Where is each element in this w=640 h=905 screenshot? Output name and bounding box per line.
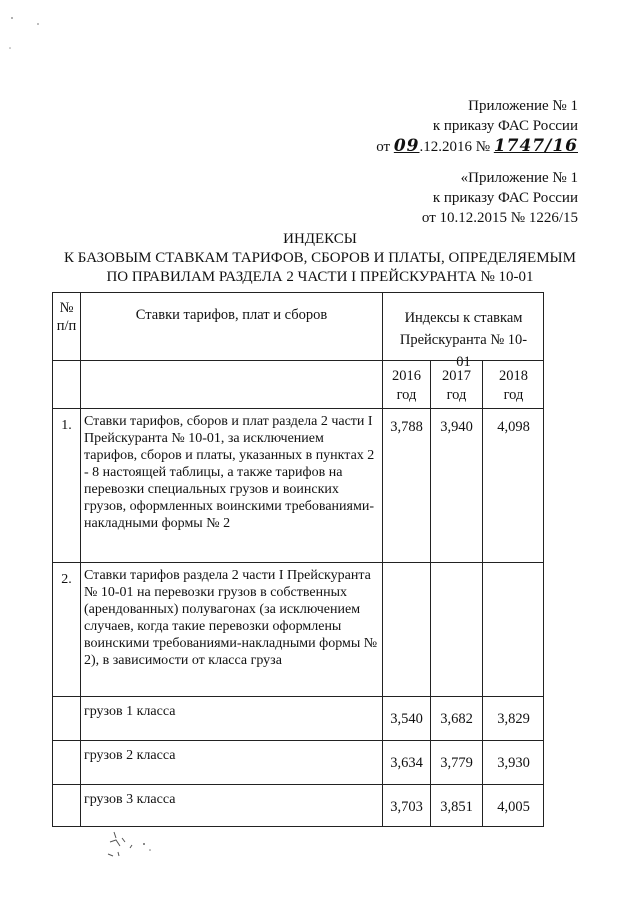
table-row-1-2016: 3,788 [382, 408, 430, 562]
table-row-5-num [52, 784, 80, 827]
col-header-index: Индексы к ставкам Прейскуранта № 10-01 [382, 292, 544, 360]
title-line-2: К БАЗОВЫМ СТАВКАМ ТАРИФОВ, СБОРОВ И ПЛАТЫ, ОПРЕДЕЛЯЕМЫМ [64, 250, 576, 266]
col-header-num: № п/п [52, 292, 80, 360]
order-date-line: от 09.12.2016 № 1747/16 [376, 136, 578, 156]
scan-marks-top [0, 0, 60, 60]
appendix-label: Приложение № 1 [468, 98, 578, 114]
appendix-label-original: «Приложение № 1 [460, 170, 578, 186]
table-row-2-num: 2. [52, 562, 80, 696]
table-row-5-text: грузов 3 класса [80, 784, 382, 827]
index-table [52, 292, 544, 827]
document-title [40, 230, 600, 287]
year-2018: 2018 год [482, 360, 544, 408]
handwritten-number: 1747/16 [493, 136, 578, 156]
order-date-original: от 10.12.2015 № 1226/15 [421, 210, 578, 226]
scan-marks-bottom [100, 828, 160, 868]
table-row-3-2017: 3,682 [430, 696, 482, 740]
table-row-2-text: Ставки тарифов раздела 2 части I Прейскуранта № 10-01 на перевозки грузов в собственных (арендованных) полувагонах (за исключением случаев, когда такие перевозки оформлены воинскими требованиями-накладными формы № 2), в зависимости от класса груза [80, 562, 382, 696]
table-row-4-text: грузов 2 класса [80, 740, 382, 784]
table-row-1-2017: 3,940 [430, 408, 482, 562]
table-row-4-2017: 3,779 [430, 740, 482, 784]
table-row-3-num [52, 696, 80, 740]
table-row-3-2016: 3,540 [382, 696, 430, 740]
title-line-1: ИНДЕКСЫ [283, 231, 357, 247]
table-row-2-2018 [482, 562, 544, 696]
col-header-rates: Ставки тарифов, плат и сборов [80, 292, 382, 360]
handwritten-day: 09 [393, 136, 420, 156]
table-row-5-2018: 4,005 [482, 784, 544, 827]
table-row-5-2016: 3,703 [382, 784, 430, 827]
appendix-header-original [422, 168, 578, 228]
table-row-5-2017: 3,851 [430, 784, 482, 827]
year-2017: 2017 год [430, 360, 482, 408]
appendix-header-current [376, 96, 578, 157]
table-row-4-2016: 3,634 [382, 740, 430, 784]
table-row-4-2018: 3,930 [482, 740, 544, 784]
year-row-num-blank [52, 360, 80, 408]
table-row-2-2017 [430, 562, 482, 696]
table-row-1-num: 1. [52, 408, 80, 562]
table-row-2-2016 [382, 562, 430, 696]
table-row-4-num [52, 740, 80, 784]
title-line-3: ПО ПРАВИЛАМ РАЗДЕЛА 2 ЧАСТИ I ПРЕЙСКУРАНТА № 10-01 [106, 269, 534, 285]
year-2016: 2016 год [382, 360, 430, 408]
order-ref-original: к приказу ФАС России [432, 190, 578, 206]
table-row-3-2018: 3,829 [482, 696, 544, 740]
table-row-1-text: Ставки тарифов, сборов и плат раздела 2 части I Прейскуранта № 10-01, за исключением тарифов, сборов и платы, указанных в пунктах 2 - 8 настоящей таблицы, а также тарифов на перевозки специальных грузов и воинских грузов, оформленных воинскими требованиями-накладными формы № 2 [80, 408, 382, 562]
year-row-rates-blank [80, 360, 382, 408]
table-row-1-2018: 4,098 [482, 408, 544, 562]
order-ref: к приказу ФАС России [432, 118, 578, 134]
table-row-3-text: грузов 1 класса [80, 696, 382, 740]
